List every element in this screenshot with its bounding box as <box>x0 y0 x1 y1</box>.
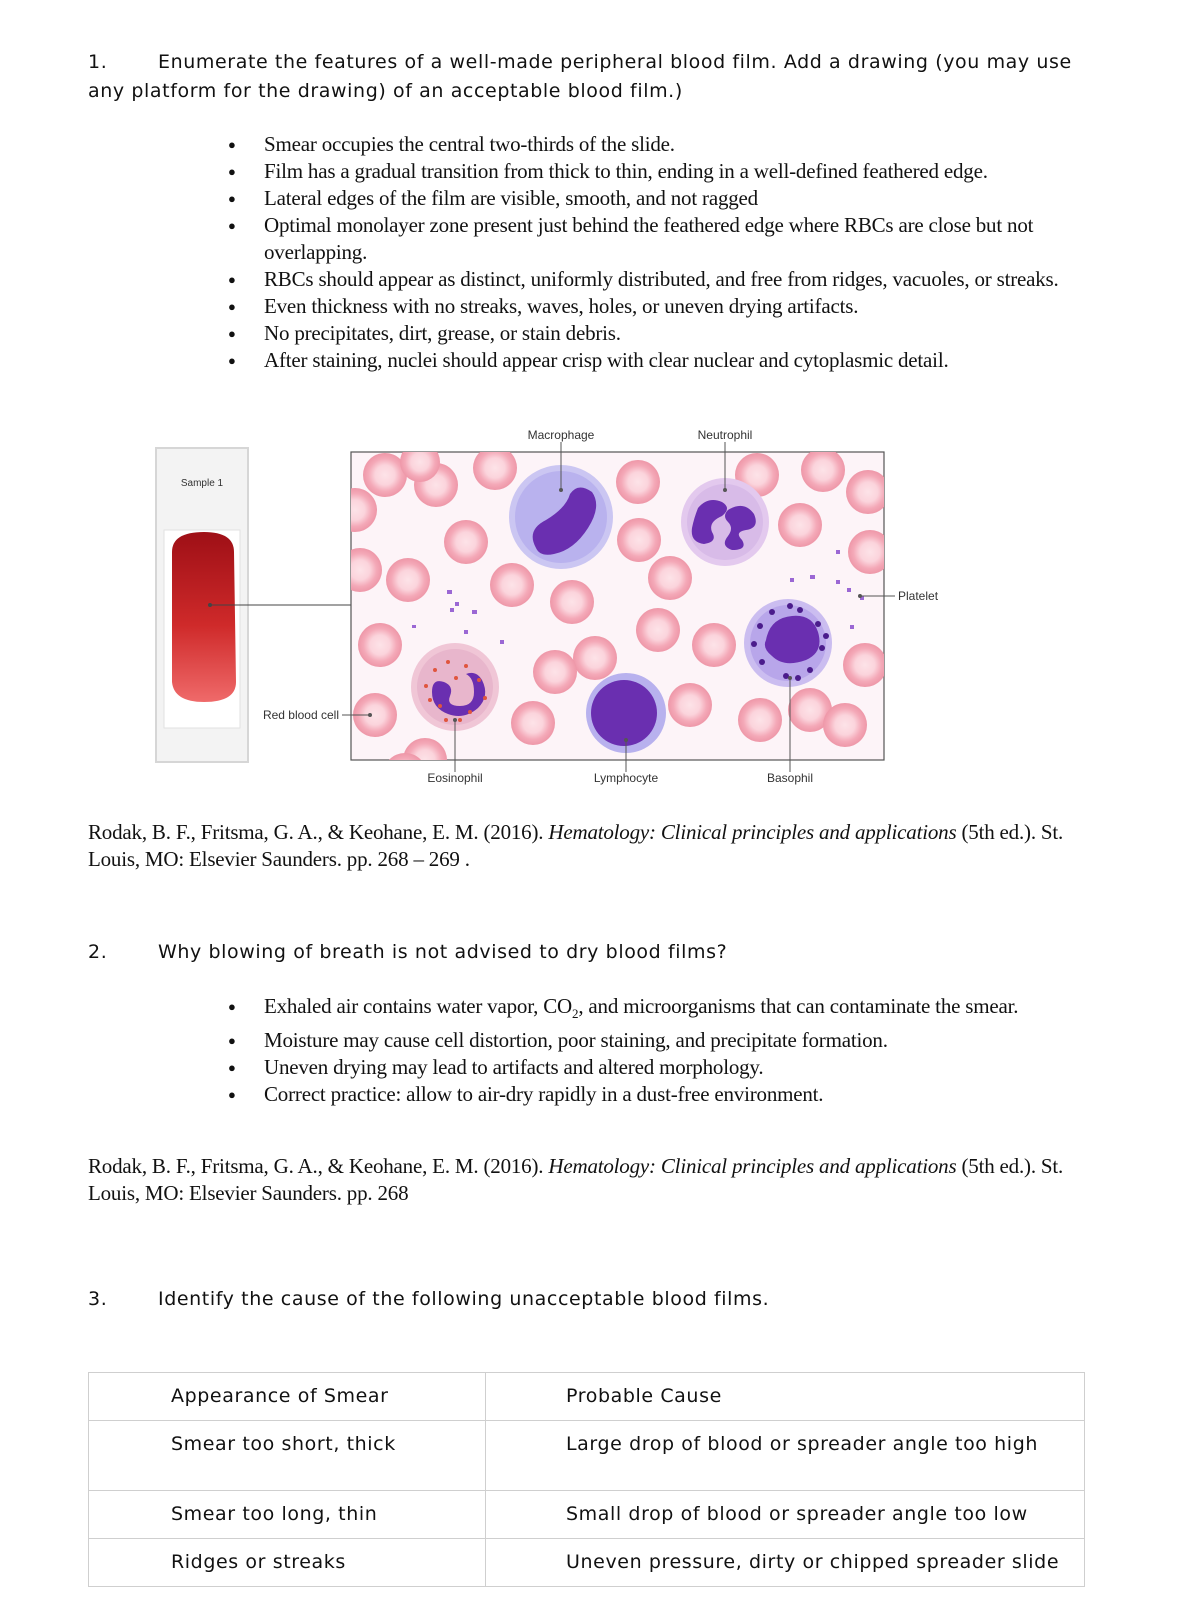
blood-film-figure <box>150 430 990 820</box>
list-item: ● Uneven drying may lead to artifacts and altered morphology. <box>228 1054 1068 1081</box>
reference-publisher: (5th ed.). St. Louis, MO: Elsevier Saunders. pp. 268 <box>88 1154 1064 1205</box>
label-rbc: Red blood cell <box>262 708 339 722</box>
list-item: ● Moisture may cause cell distortion, poor staining, and precipitate formation. <box>228 1027 1068 1054</box>
table-cell: Large drop of blood or spreader angle too high <box>486 1421 1085 1491</box>
label-eosinophil: Eosinophil <box>427 771 483 785</box>
table-cell: Uneven pressure, dirty or chipped spreader slide <box>486 1539 1085 1587</box>
causes-table <box>88 1372 1085 1587</box>
q1-bullet-list <box>228 131 1108 374</box>
list-item: ● Even thickness with no streaks, waves, holes, or uneven drying artifacts. <box>228 293 1108 320</box>
list-item: ● No precipitates, dirt, grease, or stain debris. <box>228 320 1108 347</box>
list-item: ● Lateral edges of the film are visible, smooth, and not ragged <box>228 185 1108 212</box>
eosinophil-cell <box>411 643 499 731</box>
subscript: 2 <box>572 1006 579 1022</box>
q1-reference <box>88 819 1108 873</box>
table-header: Probable Cause <box>486 1373 1085 1421</box>
table-row <box>89 1539 1085 1587</box>
basophil-cell <box>744 599 832 687</box>
label-lymphocyte: Lymphocyte <box>593 771 659 785</box>
question-2 <box>88 938 1108 967</box>
bullet-text: , and microorganisms that can contaminate the smear. <box>578 994 1019 1018</box>
q2-reference <box>88 1153 1108 1207</box>
label-neutrophil: Neutrophil <box>697 430 753 442</box>
table-cell: Small drop of blood or spreader angle too low <box>486 1491 1085 1539</box>
question-3 <box>88 1285 1108 1314</box>
list-item: ● After staining, nuclei should appear crisp with clear nuclear and cytoplasmic detail. <box>228 347 1108 374</box>
table-header-row <box>89 1373 1085 1421</box>
label-platelet: Platelet <box>898 589 939 603</box>
question-text: Identify the cause of the following unacceptable blood films. <box>158 1288 770 1310</box>
blood-smear <box>172 532 236 702</box>
question-number: 3. <box>88 1288 108 1310</box>
list-item <box>228 993 1068 1027</box>
label-macrophage: Macrophage <box>527 430 595 442</box>
list-item: ● Correct practice: allow to air-dry rapidly in a dust-free environment. <box>228 1081 1068 1108</box>
table-cell: Ridges or streaks <box>89 1539 486 1587</box>
table-row <box>89 1421 1085 1491</box>
list-item: ● Optimal monolayer zone present just behind the feathered edge where RBCs are close but not overlapping. <box>228 212 1108 266</box>
list-item: ● RBCs should appear as distinct, uniformly distributed, and free from ridges, vacuoles, or streaks. <box>228 266 1108 293</box>
list-item: ● Film has a gradual transition from thick to thin, ending in a well-defined feathered edge. <box>228 158 1108 185</box>
label-basophil: Basophil <box>766 771 814 785</box>
reference-publisher: (5th ed.). St. Louis, MO: Elsevier Saunders. pp. 268 – 269 . <box>88 820 1064 871</box>
slide-label: Sample 1 <box>180 478 224 489</box>
bullet-text: Exhaled air contains water vapor, CO <box>264 994 573 1018</box>
table-header: Appearance of Smear <box>89 1373 486 1421</box>
table-cell: Smear too short, thick <box>89 1421 486 1491</box>
table-row <box>89 1491 1085 1539</box>
reference-authors: Rodak, B. F., Fritsma, G. A., & Keohane, E. M. (2016). <box>88 820 544 844</box>
question-text: Why blowing of breath is not advised to dry blood films? <box>158 941 728 963</box>
question-text: Enumerate the features of a well-made peripheral blood film. Add a drawing (you may use any platform for the drawing) of an acceptable blood film.) <box>88 51 1072 102</box>
reference-title: Hematology: Clinical principles and applications <box>548 1154 957 1178</box>
question-1 <box>88 48 1108 106</box>
list-item: ● Smear occupies the central two-thirds of the slide. <box>228 131 1108 158</box>
table-cell: Smear too long, thin <box>89 1491 486 1539</box>
reference-authors: Rodak, B. F., Fritsma, G. A., & Keohane, E. M. (2016). <box>88 1154 544 1178</box>
question-number: 2. <box>88 941 108 963</box>
question-number: 1. <box>88 51 108 73</box>
q2-bullet-list <box>228 993 1068 1108</box>
reference-title: Hematology: Clinical principles and applications <box>548 820 957 844</box>
